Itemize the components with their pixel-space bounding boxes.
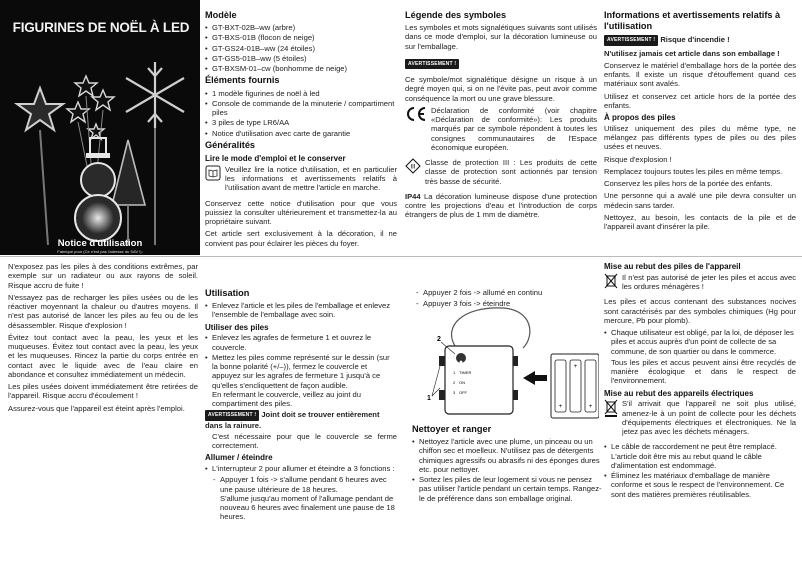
list-item: • Console de commande de la minuterie / compartiment piles [205, 99, 397, 118]
fournis-list [205, 89, 397, 138]
cover-panel [0, 0, 200, 255]
model-list [205, 23, 397, 73]
list-item: • Éliminez les matériaux d'emballage de manière conforme et sous le respect de l'environnement. Ce sont des matières premières réutilisables. [604, 471, 796, 499]
symbols-intro: Les symboles et mots signalétiques suivants sont utilisés dans ce mode d'emploi, sur la décoration lumineuse ou sur l'emballage. [405, 23, 597, 51]
lire-text: Veuillez lire la notice d'utilisation, et en particulier les informations et avertissements relatifs à l'utilisation avant de mettre l'article en marche. [225, 164, 397, 193]
ce-mark-icon [405, 106, 427, 122]
label-1: 1 [427, 395, 431, 402]
paragraph: Les piles usées doivent immédiatement être retirées de l'appareil. Risque accru d'écoulement ! [8, 382, 198, 401]
protection-class-3-icon [405, 158, 421, 174]
battery-box-diagram [423, 296, 599, 421]
column-warnings [604, 10, 796, 255]
fournis-heading: Éléments fournis [205, 75, 280, 86]
svg-text:+: + [588, 404, 593, 410]
svg-text:III: III [410, 164, 416, 171]
ip44-label: IP44 [405, 191, 421, 201]
list-item: • Chaque utilisateur est obligé, par la loi, de déposer les piles et accus auprès d'un point de collecte de sa commune, de son quartier ou dans le commerce. [604, 328, 796, 356]
label-2: 2 [437, 336, 441, 343]
cover-notice: Notice d'utilisation [57, 238, 143, 249]
list-item: • GT-BXSM-01–cw (bonhomme de neige) [205, 64, 397, 73]
battery-disposal-heading: Mise au rebut des piles de l'appareil [604, 262, 741, 271]
paragraph: Conservez les piles hors de la portée des enfants. [604, 179, 773, 189]
list-item: • Mettez les piles comme représenté sur le dessin (sur la bonne polarité (+/–)), fermez le couvercle et appuyez sur les agrafes de fermeture 1 jusqu'à ce qu'elles s'encliquettent de façon audible. En refermant le couvercle, veillez au joint du compartiment des piles. [205, 353, 397, 409]
crossed-bin-icon [604, 273, 618, 289]
cleaning-heading: Nettoyer et ranger [412, 424, 492, 434]
symbols-heading: Légende des symboles [405, 10, 507, 20]
piles-heading: À propos des piles [604, 113, 676, 123]
ce-description: Déclaration de conformité (voir chapitre «Déclaration de conformité»): Les produits marqués par ce symbole répondent à toutes les consignes communautaires de l'Espace économique européen. [431, 105, 597, 152]
generalites-heading: Généralités [205, 139, 256, 150]
paragraph: Il n'est pas autorisé de jeter les piles et accus avec les ordures ménagères ! [622, 272, 796, 291]
paragraph: Tous les piles et accus peuvent ainsi être recyclés de manière écologique et dans le respect de l'environnement. [611, 357, 796, 386]
list-item: • Sortez les piles de leur logement si vous ne pensez pas utiliser l'article pendant un certain temps. Rangez-le de préférence dans son emballage original. [412, 475, 602, 503]
paragraph: Risque d'explosion ! [604, 154, 672, 164]
no-packaging-warning: N'utilisez jamais cet article dans son emballage ! [604, 48, 780, 58]
paragraph: Remplacez toujours toutes les piles en même temps. [604, 166, 783, 176]
list-item: • L'interrupteur 2 pour allumer et éteindre a 3 fonctions : [205, 464, 397, 473]
lire-text-2: Conservez cette notice d'utilisation pour que vous puissiez la consulter ultérieurement et transmettez-la au propriétaire suivant. [205, 198, 397, 227]
list-item: • Enlevez l'article et les piles de l'emballage et enlevez l'ensemble de l'emballage avec soin. [205, 301, 397, 320]
weee-bin-icon [604, 399, 618, 417]
figurines-illustration [0, 40, 200, 255]
warnings-heading: Informations et avertissements relatifs à l'utilisation [604, 10, 781, 32]
column-battery-safety [8, 262, 198, 562]
usage-heading: Utilisation [205, 288, 250, 298]
warning-badge: AVERTISSEMENT ! [205, 410, 259, 420]
column-disposal [604, 262, 796, 564]
column-usage [205, 288, 397, 564]
warning-description: Ce symbole/mot signalétique désigne un risque à un degré moyen qui, si on ne l'évite pas, peut avoir comme conséquence la mort ou une grave blessure. [405, 75, 597, 103]
snowflake-figure [126, 62, 184, 128]
paragraph: Évitez tout contact avec la peau, les yeux et les muqueuses. Évitez tout contact avec la peau, les yeux et les muqueuses. Rincez la partie du corps entrée en contact avec le liquide avec de l'eau claire en abondance et consultez immédiatement un médecin. [8, 332, 198, 379]
paragraph: N'essayez pas de recharger les piles usées ou de les réactiver moyennant la chaleur ou d'autres moyens. Il n'est pas autorisé de lancer les piles au feu ou de les désassembler. Risque d'explosion ! [8, 292, 198, 330]
paragraph: Une personne qui a avalé une pile devra consulter un médecin sans tarder. [604, 191, 796, 210]
paragraph: Utilisez et conservez cet article hors de la portée des enfants. [604, 91, 796, 110]
joint-warning: Joint doit se trouver entièrement dans la rainure. [205, 410, 380, 430]
svg-text:2: 2 [453, 380, 456, 385]
cleaning-section [412, 424, 602, 564]
list-item: - Appuyer 1 fois -> s'allume pendant 6 heures avec une pause ultérieure de 18 heures. S'allume jusqu'au moment of l'allumage pendant de nouveau 6 heures avec finalement une pause de 18 heures. [213, 475, 397, 521]
list-item: • GT-BXS-01B (flocon de neige) [205, 33, 397, 42]
piles-usage-heading: Utiliser des piles [205, 322, 269, 332]
column-symbols [405, 10, 597, 255]
electrical-disposal-heading: Mise au rebut des appareils électriques [604, 388, 754, 398]
list-item: - Appuyer 2 fois -> allumé en continu [416, 288, 602, 297]
svg-text:3: 3 [453, 390, 456, 395]
list-item: - Appuyer 3 fois -> éteindre [416, 299, 602, 308]
ip44-description: IP44 La décoration lumineuse dispose d'une protection contre les projections d'eau et l'introduction de corps étrangers de plus de 1 mm de diamètre. [405, 191, 597, 220]
class3-description: Classe de protection III : Les produits de cette classe de protection sont actionnés par tension très basse de sécurité. [425, 158, 597, 186]
list-item: • Notice d'utilisation avec carte de garantie [205, 129, 397, 138]
paragraph: Assurez-vous que l'appareil est éteint après l'emploi. [8, 403, 185, 413]
page-fold-divider [0, 256, 802, 257]
list-item: • 1 modèle figurines de noël à led [205, 89, 397, 98]
cover-manufacturer: Fabriqué pour (Ce n'est pas l'adresse du SAV !): [57, 249, 143, 254]
list-item: • GT-GS5-01B–ww (5 étoiles) [205, 54, 397, 63]
svg-text:1: 1 [453, 370, 456, 375]
paragraph: Nettoyez, au besoin, les contacts de la pile et de l'appareil avant d'insérer la pile. [604, 212, 796, 232]
read-manual-icon [205, 165, 221, 181]
paragraph: Conservez le matériel d'emballage hors de la portée des enfants. Il existe un risque d'étouffement quand ces matériaux sont avalés. [604, 60, 796, 89]
paragraph: N'exposez pas les piles à des conditions extrêmes, par exemple sur un radiateur ou aux rayons de soleil. Risque accru de fuite ! [8, 262, 198, 290]
list-item: • GT-GS24-01B–ww (24 étoiles) [205, 44, 397, 53]
paragraph: Utilisez uniquement des piles du même type, ne mélangez pas différents types de piles ou des piles usées et neuves. [604, 123, 796, 152]
svg-text:ON: ON [459, 380, 465, 385]
svg-text:+: + [573, 364, 578, 370]
svg-text:TIMER: TIMER [459, 370, 472, 375]
paragraph: Les piles et accus contenant des substances nocives sont caractérisés par des symboles chimiques (Hg pour mercure, Pb pour plomb). [604, 297, 796, 325]
paragraph: C'est nécessaire pour que le couvercle se ferme correctement. [212, 431, 397, 451]
list-item: • Nettoyez l'article avec une plume, un pinceau ou un chiffon sec et moelleux. N'utilisez pas de détergents chimiques agressifs ou abrasifs ni des éponges dures etc. pour nettoyer. [412, 437, 602, 474]
warning-badge: AVERTISSEMENT ! [604, 35, 658, 45]
svg-text:+: + [558, 404, 563, 410]
power-heading: Allumer / éteindre [205, 453, 273, 463]
list-item: • Le câble de raccordement ne peut être remplacé. L'article doit être mis au rebut quand le câble d'alimentation est endommagé. [604, 442, 796, 470]
list-item: • Enlevez les agrafes de fermeture 1 et ouvrez le couvercle. [205, 333, 397, 352]
svg-text:OFF: OFF [459, 390, 467, 395]
fire-risk: Risque d'incendie ! [660, 35, 730, 45]
lire-text-3: Cet article sert exclusivement à la décoration, il ne convient pas pour éclairer les pièces du foyer. [205, 229, 397, 248]
modele-heading: Modèle [205, 10, 237, 20]
lire-heading: Lire le mode d'emploi et le conserver [205, 154, 346, 164]
column-model [205, 10, 397, 255]
list-item: • GT-BXT-02B–ww (arbre) [205, 23, 397, 32]
warning-badge: AVERTISSEMENT ! [405, 59, 459, 69]
list-item: • 3 piles de type LR6/AA [205, 118, 397, 127]
paragraph: S'il arrivait que l'appareil ne soit plus utilisé, amenez-le à un point de collecte pour les déchets d'équipements électriques et électroniques. Ne la jetez pas avec les déchets ménagers. [622, 399, 796, 436]
cover-title: FIGURINES DE NOËL À LED [12, 20, 190, 35]
